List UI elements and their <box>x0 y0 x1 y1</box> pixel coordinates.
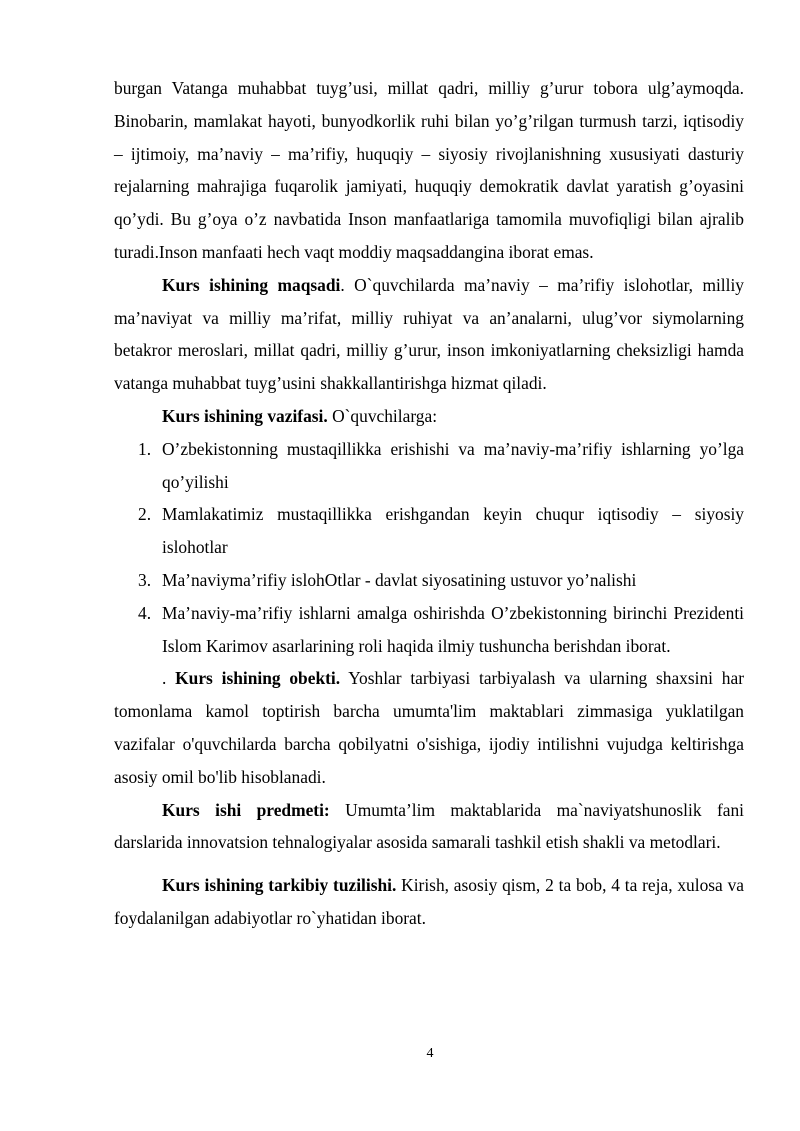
tasks-heading: Kurs ishining vazifasi. <box>162 405 328 426</box>
list-item-number: 1. <box>138 438 152 459</box>
list-item-text: O’zbekistonning mustaqillikka erishishi va ma’naviy-ma’rifiy ishlarning yo’lga qo’yilishi <box>162 438 744 492</box>
structure-paragraph <box>114 869 744 935</box>
list-item <box>114 433 744 499</box>
goal-heading: Kurs ishining maqsadi <box>162 274 341 295</box>
list-item <box>114 564 744 597</box>
list-item-number: 2. <box>138 504 152 525</box>
paragraph-spacer <box>114 859 744 869</box>
structure-heading: Kurs ishining tarkibiy tuzilishi. <box>162 875 397 896</box>
list-item-number: 3. <box>138 569 152 590</box>
body-text <box>114 72 744 935</box>
object-prefix: . <box>162 668 176 689</box>
tasks-paragraph <box>114 400 744 433</box>
list-item-text: Ma’naviyma’rifiy islohOtlar - davlat siyosatining ustuvor yo’nalishi <box>162 569 637 590</box>
list-item-text: Mamlakatimiz mustaqillikka erishgandan keyin chuqur iqtisodiy – siyosiy islohotlar <box>162 504 744 558</box>
subject-paragraph <box>114 794 744 860</box>
object-heading: Kurs ishining obekti. <box>175 668 341 689</box>
intro-paragraph: burgan Vatanga muhabbat tuyg’usi, millat qadri, milliy g’urur tobora ulg’aymoqda. Binobarin, mamlakat hayoti, bunyodkorlik ruhi bilan yo’g’rilgan turmush tarzi, iqtisodiy – ijtimoiy, ma’naviy – ma’rifiy, huquqiy – siyosiy rivojlanishning xususiyati dasturiy rejalarning mahrajiga fuqarolik jamiyati, huquqiy demokratik davlat yaratish g’oyasini qo’ydi. Bu g’oya o’z navbatida Inson manfaatlariga tamomila muvofiqligi bilan ajralib turadi.Inson manfaati hech vaqt moddiy maqsaddangina iborat emas. <box>114 78 744 262</box>
page-number: 4 <box>426 1046 434 1061</box>
goal-text: . O`quvchilarda ma’naviy – ma’rifiy islohotlar, milliy ma’naviyat va milliy ma’rifat, milliy ruhiyat va an’analarni, ulug’vor siymolarning betakror meroslari, millat qadri, milliy g’urur, inson imkoniyatlarning cheksizligi hamda vatanga muhabbat tuyg’usini shakkallantirishga hizmat qiladi. <box>114 274 744 394</box>
tasks-text: O`quvchilarga: <box>327 405 438 426</box>
list-item <box>114 498 744 564</box>
object-text: Yoshlar tarbiyasi tarbiyalash va ularning shaxsini har tomonlama kamol toptirish barcha umumta'lim maktablari zimmasiga yuklatilgan vazifalar o'quvchilarda barcha qobilyatni o'sishiga, ijodiy intilishni vujudga keltirishga asosiy omil bo'lib hisoblanadi. <box>114 668 744 787</box>
list-item-number: 4. <box>138 602 152 623</box>
subject-heading: Kurs ishi predmeti: <box>162 799 330 820</box>
structure-text: Kirish, asosiy qism, 2 ta bob, 4 ta reja, xulosa va foydalanilgan adabiyotlar ro`yhatidan iborat. <box>114 875 745 928</box>
list-item <box>114 597 744 663</box>
subject-text: Umumta’lim maktablarida ma`naviyatshunoslik fani darslarida innovatsion tehnalogiyalar asosida samarali tashkil etish shakli va metodlari. <box>114 799 744 853</box>
tasks-list <box>114 433 744 663</box>
goal-paragraph <box>114 269 744 400</box>
list-item-text: Ma’naviy-ma’rifiy ishlarni amalga oshirishda O’zbekistonning birinchi Prezidenti Islom Karimov asarlarining roli haqida ilmiy tushuncha berishdan iborat. <box>162 602 744 656</box>
object-paragraph <box>114 662 744 793</box>
